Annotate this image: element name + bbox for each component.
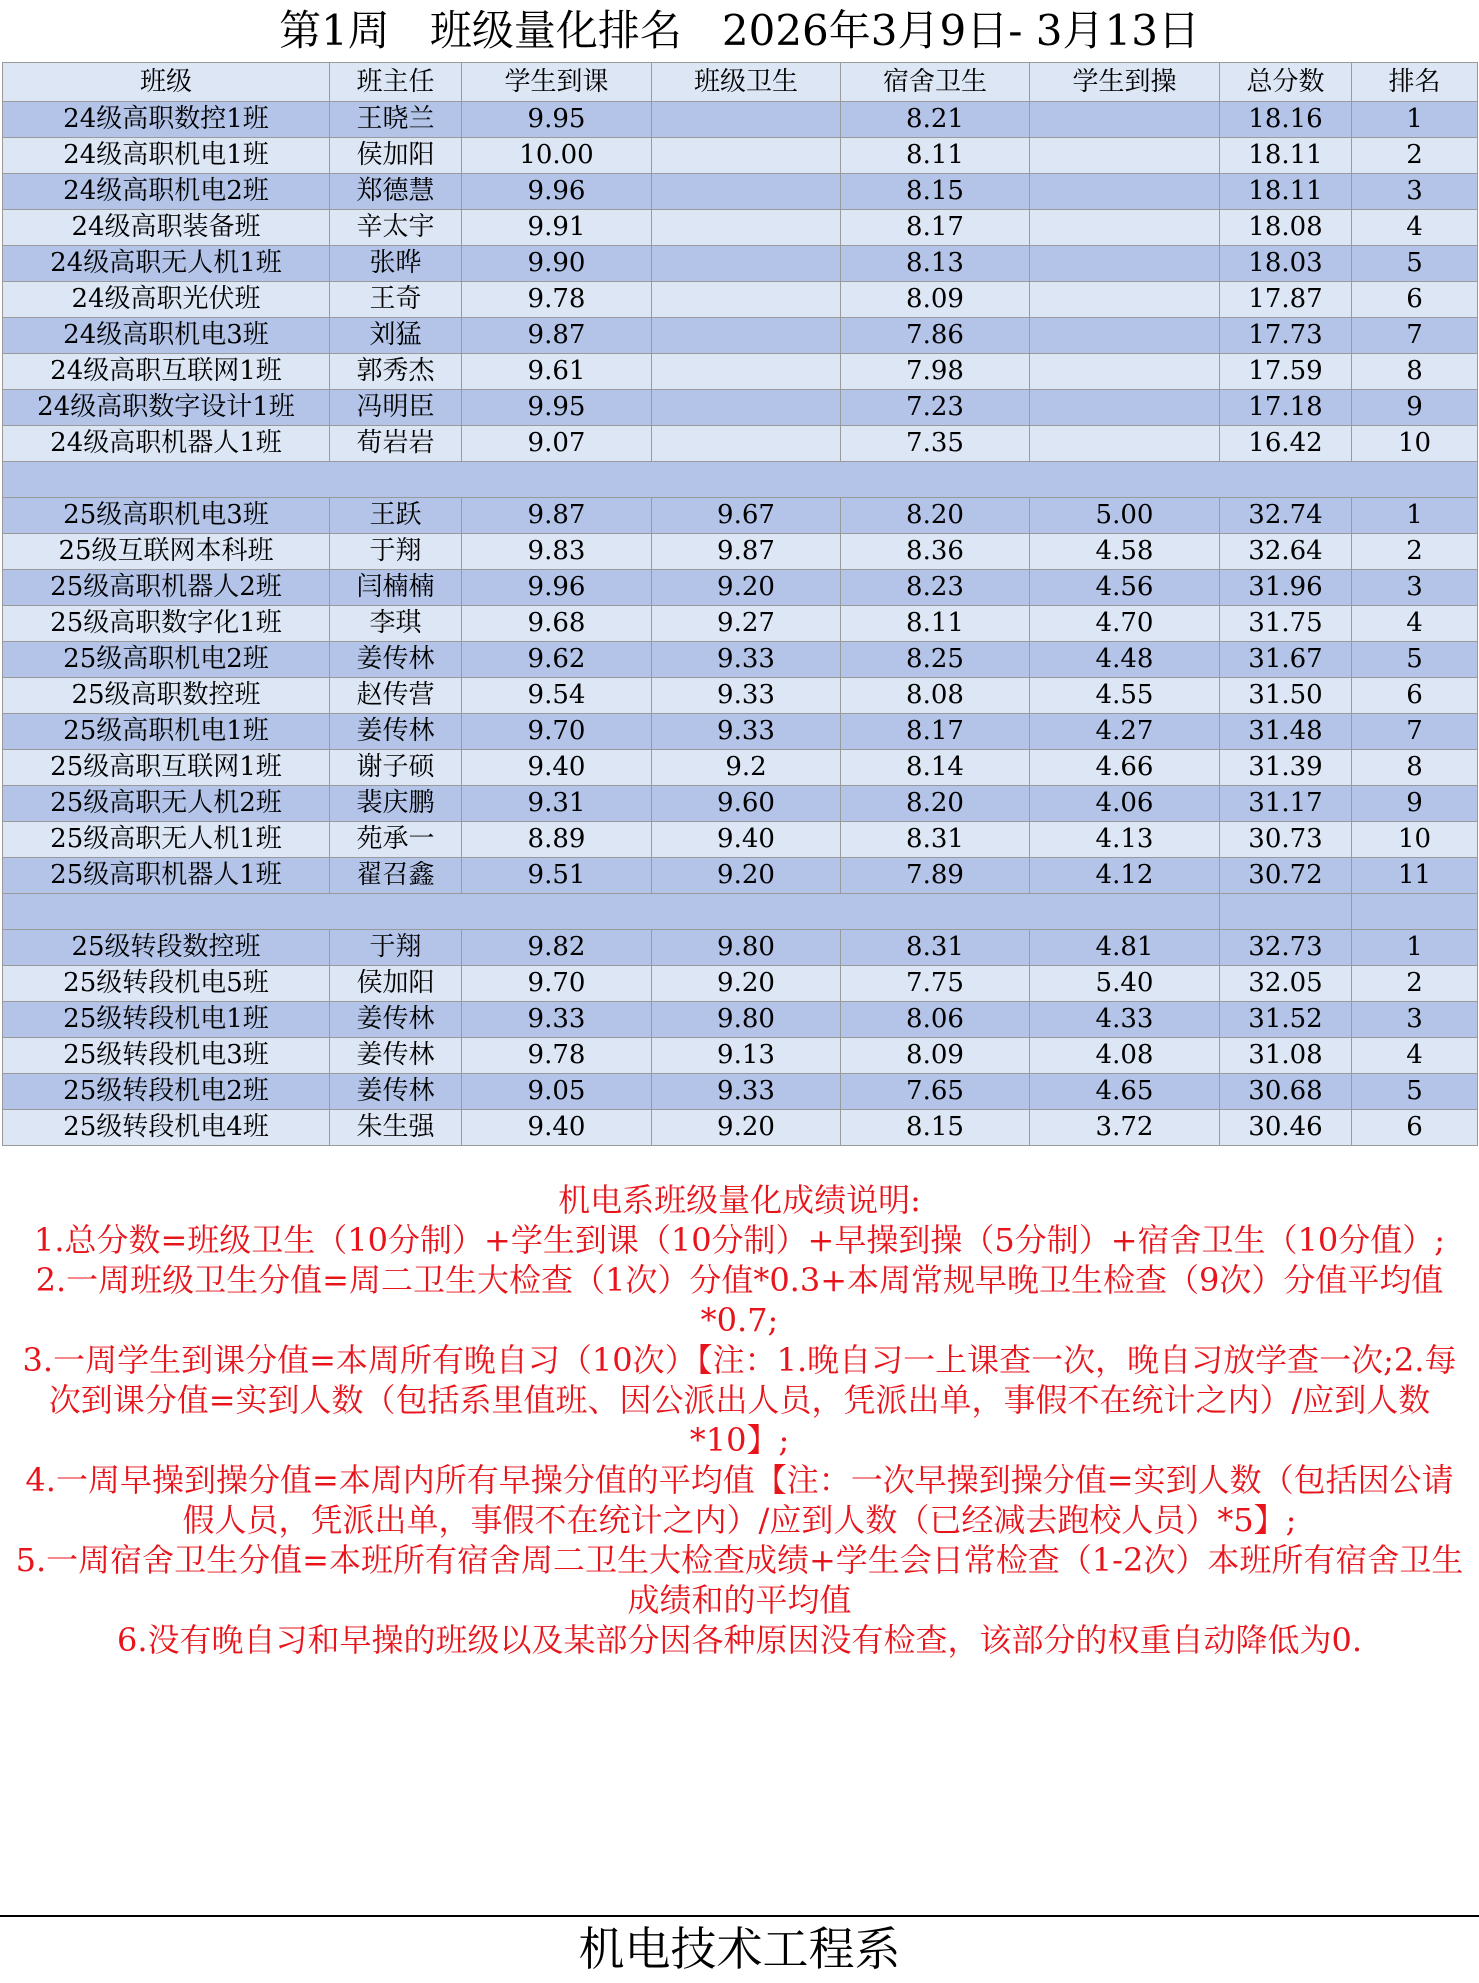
cell-teacher: 姜传林 — [330, 1074, 462, 1110]
cell-class-name: 25级高职机器人1班 — [3, 858, 330, 894]
header-total: 总分数 — [1220, 63, 1352, 102]
note-item-3: 3.一周学生到课分值=本周所有晚自习（10次）【注：1.晚自习一上课查一次，晚自习放学查一次;2.每次到课分值=实到人数（包括系里值班、因公派出人员，凭派出单，事假不在统计之内）/应到人数*10】; — [22, 1341, 1457, 1459]
table-header-row — [3, 63, 1478, 102]
header-teacher: 班主任 — [330, 63, 462, 102]
table-row — [3, 1074, 1478, 1110]
cell-total-score: 30.68 — [1220, 1074, 1352, 1110]
table-row — [3, 1110, 1478, 1146]
cell-exercise: 5.00 — [1030, 498, 1220, 534]
table-row — [3, 966, 1478, 1002]
cell-exercise: 4.13 — [1030, 822, 1220, 858]
table-row — [3, 822, 1478, 858]
cell-teacher: 侯加阳 — [330, 966, 462, 1002]
cell-rank: 10 — [1352, 426, 1478, 462]
cell-dorm-hygiene: 8.31 — [841, 822, 1030, 858]
cell-teacher: 裴庆鹏 — [330, 786, 462, 822]
cell-total-score: 30.73 — [1220, 822, 1352, 858]
cell-total-score: 30.46 — [1220, 1110, 1352, 1146]
cell-class-name: 24级高职机电1班 — [3, 138, 330, 174]
separator-cell — [3, 462, 1478, 498]
table-row — [3, 750, 1478, 786]
cell-rank: 5 — [1352, 642, 1478, 678]
cell-exercise: 5.40 — [1030, 966, 1220, 1002]
department-footer: 机电技术工程系 — [578, 1922, 901, 1976]
separator-cell — [3, 894, 1220, 930]
cell-exercise — [1030, 138, 1220, 174]
cell-teacher: 李琪 — [330, 606, 462, 642]
cell-rank: 2 — [1352, 138, 1478, 174]
cell-teacher: 荀岩岩 — [330, 426, 462, 462]
cell-attendance: 9.91 — [462, 210, 652, 246]
cell-teacher: 姜传林 — [330, 1002, 462, 1038]
cell-attendance: 9.51 — [462, 858, 652, 894]
cell-teacher: 谢子硕 — [330, 750, 462, 786]
notes-heading: 机电系班级量化成绩说明: — [558, 1181, 921, 1219]
cell-rank: 11 — [1352, 858, 1478, 894]
cell-dorm-hygiene: 8.31 — [841, 930, 1030, 966]
cell-rank: 4 — [1352, 1038, 1478, 1074]
cell-class-hygiene — [652, 102, 841, 138]
note-item-2: 2.一周班级卫生分值=周二卫生大检查（1次）分值*0.3+本周常规早晚卫生检查（9次）分值平均值*0.7; — [35, 1261, 1444, 1339]
cell-attendance: 9.68 — [462, 606, 652, 642]
cell-total-score: 17.87 — [1220, 282, 1352, 318]
cell-rank: 6 — [1352, 282, 1478, 318]
cell-exercise — [1030, 282, 1220, 318]
cell-class-hygiene: 9.60 — [652, 786, 841, 822]
table-row — [3, 174, 1478, 210]
cell-attendance: 9.87 — [462, 318, 652, 354]
cell-class-name: 25级转段机电4班 — [3, 1110, 330, 1146]
cell-dorm-hygiene: 8.15 — [841, 1110, 1030, 1146]
cell-total-score: 31.75 — [1220, 606, 1352, 642]
cell-class-hygiene: 9.33 — [652, 642, 841, 678]
cell-exercise: 4.55 — [1030, 678, 1220, 714]
cell-rank: 5 — [1352, 246, 1478, 282]
cell-teacher: 姜传林 — [330, 1038, 462, 1074]
cell-dorm-hygiene: 7.86 — [841, 318, 1030, 354]
cell-class-hygiene — [652, 246, 841, 282]
table-row — [3, 246, 1478, 282]
cell-dorm-hygiene: 8.23 — [841, 570, 1030, 606]
cell-rank: 3 — [1352, 1002, 1478, 1038]
cell-exercise — [1030, 354, 1220, 390]
table-row — [3, 354, 1478, 390]
cell-exercise: 4.08 — [1030, 1038, 1220, 1074]
cell-attendance: 9.78 — [462, 282, 652, 318]
cell-rank: 2 — [1352, 534, 1478, 570]
table-row — [3, 210, 1478, 246]
cell-attendance: 8.89 — [462, 822, 652, 858]
cell-teacher: 辛太宇 — [330, 210, 462, 246]
cell-class-hygiene: 9.27 — [652, 606, 841, 642]
cell-teacher: 于翔 — [330, 930, 462, 966]
cell-rank: 1 — [1352, 102, 1478, 138]
cell-class-hygiene — [652, 390, 841, 426]
cell-class-hygiene — [652, 426, 841, 462]
cell-attendance: 9.83 — [462, 534, 652, 570]
cell-rank: 2 — [1352, 966, 1478, 1002]
cell-class-hygiene: 9.13 — [652, 1038, 841, 1074]
cell-rank: 8 — [1352, 750, 1478, 786]
cell-class-name: 25级高职机电1班 — [3, 714, 330, 750]
cell-class-name: 25级高职机电3班 — [3, 498, 330, 534]
cell-rank: 7 — [1352, 714, 1478, 750]
cell-rank: 4 — [1352, 210, 1478, 246]
cell-attendance: 9.40 — [462, 750, 652, 786]
header-exercise: 学生到操 — [1030, 63, 1220, 102]
cell-class-hygiene: 9.2 — [652, 750, 841, 786]
cell-total-score: 31.39 — [1220, 750, 1352, 786]
cell-attendance: 9.40 — [462, 1110, 652, 1146]
cell-exercise: 4.56 — [1030, 570, 1220, 606]
cell-attendance: 9.96 — [462, 174, 652, 210]
footer-divider — [0, 1915, 1479, 1917]
cell-exercise — [1030, 426, 1220, 462]
cell-rank: 6 — [1352, 678, 1478, 714]
table-row — [3, 318, 1478, 354]
table-row — [3, 930, 1478, 966]
cell-class-name: 25级转段机电2班 — [3, 1074, 330, 1110]
cell-teacher: 郑德慧 — [330, 174, 462, 210]
cell-dorm-hygiene: 8.15 — [841, 174, 1030, 210]
cell-dorm-hygiene: 8.11 — [841, 138, 1030, 174]
cell-attendance: 9.54 — [462, 678, 652, 714]
table-row — [3, 534, 1478, 570]
table-row — [3, 498, 1478, 534]
cell-total-score: 31.08 — [1220, 1038, 1352, 1074]
cell-exercise — [1030, 246, 1220, 282]
cell-dorm-hygiene: 8.21 — [841, 102, 1030, 138]
cell-attendance: 9.07 — [462, 426, 652, 462]
cell-class-name: 25级转段机电3班 — [3, 1038, 330, 1074]
cell-class-hygiene — [652, 354, 841, 390]
cell-exercise: 4.65 — [1030, 1074, 1220, 1110]
note-item-1: 1.总分数=班级卫生（10分制）+学生到课（10分制）+早操到操（5分制）+宿舍卫生（10分值）; — [33, 1221, 1446, 1259]
cell-total-score: 32.64 — [1220, 534, 1352, 570]
cell-total-score: 31.67 — [1220, 642, 1352, 678]
cell-exercise — [1030, 318, 1220, 354]
cell-attendance: 9.70 — [462, 714, 652, 750]
cell-total-score: 31.52 — [1220, 1002, 1352, 1038]
cell-total-score: 32.74 — [1220, 498, 1352, 534]
cell-class-name: 25级转段机电5班 — [3, 966, 330, 1002]
cell-class-hygiene: 9.67 — [652, 498, 841, 534]
cell-dorm-hygiene: 7.98 — [841, 354, 1030, 390]
cell-total-score: 18.16 — [1220, 102, 1352, 138]
cell-attendance: 9.95 — [462, 390, 652, 426]
cell-class-hygiene — [652, 174, 841, 210]
header-dorm-hygiene: 宿舍卫生 — [841, 63, 1030, 102]
group-separator-row — [3, 462, 1478, 498]
cell-class-hygiene: 9.40 — [652, 822, 841, 858]
cell-total-score: 32.73 — [1220, 930, 1352, 966]
cell-class-hygiene: 9.80 — [652, 1002, 841, 1038]
cell-class-name: 24级高职无人机1班 — [3, 246, 330, 282]
separator-cell — [1352, 894, 1478, 930]
separator-cell — [1220, 894, 1352, 930]
cell-class-name: 24级高职装备班 — [3, 210, 330, 246]
cell-teacher: 翟召鑫 — [330, 858, 462, 894]
cell-exercise — [1030, 210, 1220, 246]
cell-class-hygiene: 9.33 — [652, 714, 841, 750]
cell-class-hygiene — [652, 138, 841, 174]
cell-teacher: 于翔 — [330, 534, 462, 570]
table-row — [3, 786, 1478, 822]
cell-class-name: 25级转段数控班 — [3, 930, 330, 966]
table-row — [3, 1038, 1478, 1074]
cell-teacher: 刘猛 — [330, 318, 462, 354]
cell-class-name: 24级高职机电2班 — [3, 174, 330, 210]
table-row — [3, 390, 1478, 426]
cell-rank: 8 — [1352, 354, 1478, 390]
header-class: 班级 — [3, 63, 330, 102]
cell-attendance: 10.00 — [462, 138, 652, 174]
cell-dorm-hygiene: 8.17 — [841, 714, 1030, 750]
cell-rank: 7 — [1352, 318, 1478, 354]
cell-class-hygiene: 9.20 — [652, 858, 841, 894]
cell-teacher: 王跃 — [330, 498, 462, 534]
cell-exercise — [1030, 174, 1220, 210]
cell-total-score: 31.48 — [1220, 714, 1352, 750]
cell-total-score: 18.03 — [1220, 246, 1352, 282]
table-row — [3, 570, 1478, 606]
cell-rank: 10 — [1352, 822, 1478, 858]
cell-class-hygiene: 9.20 — [652, 1110, 841, 1146]
cell-teacher: 冯明臣 — [330, 390, 462, 426]
cell-rank: 4 — [1352, 606, 1478, 642]
cell-teacher: 王晓兰 — [330, 102, 462, 138]
cell-exercise — [1030, 102, 1220, 138]
table-row — [3, 102, 1478, 138]
cell-attendance: 9.78 — [462, 1038, 652, 1074]
cell-dorm-hygiene: 8.11 — [841, 606, 1030, 642]
cell-exercise: 4.12 — [1030, 858, 1220, 894]
cell-exercise: 4.48 — [1030, 642, 1220, 678]
cell-dorm-hygiene: 8.14 — [841, 750, 1030, 786]
cell-class-hygiene: 9.33 — [652, 1074, 841, 1110]
cell-attendance: 9.33 — [462, 1002, 652, 1038]
table-row — [3, 606, 1478, 642]
cell-rank: 5 — [1352, 1074, 1478, 1110]
cell-attendance: 9.05 — [462, 1074, 652, 1110]
table-row — [3, 714, 1478, 750]
cell-dorm-hygiene: 8.08 — [841, 678, 1030, 714]
cell-attendance: 9.96 — [462, 570, 652, 606]
cell-total-score: 30.72 — [1220, 858, 1352, 894]
cell-rank: 1 — [1352, 930, 1478, 966]
cell-rank: 9 — [1352, 786, 1478, 822]
cell-dorm-hygiene: 8.13 — [841, 246, 1030, 282]
cell-dorm-hygiene: 8.06 — [841, 1002, 1030, 1038]
cell-attendance: 9.90 — [462, 246, 652, 282]
cell-teacher: 赵传营 — [330, 678, 462, 714]
cell-exercise: 4.70 — [1030, 606, 1220, 642]
cell-exercise: 4.06 — [1030, 786, 1220, 822]
cell-class-hygiene: 9.80 — [652, 930, 841, 966]
cell-total-score: 32.05 — [1220, 966, 1352, 1002]
cell-dorm-hygiene: 8.20 — [841, 786, 1030, 822]
cell-teacher: 郭秀杰 — [330, 354, 462, 390]
cell-exercise: 4.81 — [1030, 930, 1220, 966]
cell-dorm-hygiene: 8.09 — [841, 282, 1030, 318]
cell-class-name: 25级高职数控班 — [3, 678, 330, 714]
cell-attendance: 9.70 — [462, 966, 652, 1002]
cell-class-hygiene: 9.33 — [652, 678, 841, 714]
cell-class-hygiene — [652, 210, 841, 246]
cell-class-name: 25级高职互联网1班 — [3, 750, 330, 786]
cell-class-name: 25级高职无人机1班 — [3, 822, 330, 858]
table-row — [3, 642, 1478, 678]
cell-exercise: 4.33 — [1030, 1002, 1220, 1038]
table-row — [3, 678, 1478, 714]
cell-class-name: 24级高职数字设计1班 — [3, 390, 330, 426]
cell-total-score: 31.50 — [1220, 678, 1352, 714]
cell-dorm-hygiene: 7.89 — [841, 858, 1030, 894]
cell-total-score: 17.59 — [1220, 354, 1352, 390]
table-row — [3, 858, 1478, 894]
cell-exercise: 4.58 — [1030, 534, 1220, 570]
cell-attendance: 9.61 — [462, 354, 652, 390]
cell-total-score: 31.96 — [1220, 570, 1352, 606]
ranking-table — [2, 62, 1478, 1146]
cell-dorm-hygiene: 7.75 — [841, 966, 1030, 1002]
cell-class-hygiene — [652, 282, 841, 318]
cell-class-name: 24级高职机器人1班 — [3, 426, 330, 462]
cell-class-name: 24级高职光伏班 — [3, 282, 330, 318]
table-row — [3, 1002, 1478, 1038]
cell-teacher: 朱生强 — [330, 1110, 462, 1146]
cell-dorm-hygiene: 7.65 — [841, 1074, 1030, 1110]
cell-exercise: 3.72 — [1030, 1110, 1220, 1146]
cell-teacher: 王奇 — [330, 282, 462, 318]
cell-class-hygiene: 9.87 — [652, 534, 841, 570]
note-item-4: 4.一周早操到操分值=本周内所有早操分值的平均值【注：一次早操到操分值=实到人数（包括因公请假人员，凭派出单，事假不在统计之内）/应到人数（已经减去跑校人员）*5】; — [25, 1461, 1454, 1539]
table-row — [3, 282, 1478, 318]
cell-dorm-hygiene: 7.35 — [841, 426, 1030, 462]
cell-dorm-hygiene: 8.20 — [841, 498, 1030, 534]
cell-total-score: 31.17 — [1220, 786, 1352, 822]
cell-rank: 1 — [1352, 498, 1478, 534]
cell-total-score: 16.42 — [1220, 426, 1352, 462]
cell-class-name: 24级高职机电3班 — [3, 318, 330, 354]
cell-rank: 6 — [1352, 1110, 1478, 1146]
note-item-5: 5.一周宿舍卫生分值=本班所有宿舍周二卫生大检查成绩+学生会日常检查（1-2次）本班所有宿舍卫生成绩和的平均值 — [15, 1541, 1464, 1619]
cell-attendance: 9.82 — [462, 930, 652, 966]
cell-class-name: 25级高职机器人2班 — [3, 570, 330, 606]
cell-attendance: 9.95 — [462, 102, 652, 138]
cell-class-name: 25级高职数字化1班 — [3, 606, 330, 642]
cell-total-score: 17.73 — [1220, 318, 1352, 354]
cell-teacher: 姜传林 — [330, 714, 462, 750]
cell-teacher: 闫楠楠 — [330, 570, 462, 606]
cell-attendance: 9.87 — [462, 498, 652, 534]
cell-attendance: 9.62 — [462, 642, 652, 678]
cell-class-name: 25级高职机电2班 — [3, 642, 330, 678]
cell-class-hygiene: 9.20 — [652, 966, 841, 1002]
cell-class-name: 24级高职数控1班 — [3, 102, 330, 138]
cell-dorm-hygiene: 8.36 — [841, 534, 1030, 570]
header-rank: 排名 — [1352, 63, 1478, 102]
cell-dorm-hygiene: 8.25 — [841, 642, 1030, 678]
cell-rank: 3 — [1352, 570, 1478, 606]
cell-class-hygiene: 9.20 — [652, 570, 841, 606]
cell-total-score: 18.08 — [1220, 210, 1352, 246]
cell-teacher: 姜传林 — [330, 642, 462, 678]
cell-exercise: 4.66 — [1030, 750, 1220, 786]
cell-total-score: 18.11 — [1220, 174, 1352, 210]
table-row — [3, 426, 1478, 462]
note-item-6: 6.没有晚自习和早操的班级以及某部分因各种原因没有检查，该部分的权重自动降低为0. — [116, 1621, 1363, 1659]
header-attendance: 学生到课 — [462, 63, 652, 102]
cell-dorm-hygiene: 8.09 — [841, 1038, 1030, 1074]
cell-total-score: 17.18 — [1220, 390, 1352, 426]
cell-dorm-hygiene: 8.17 — [841, 210, 1030, 246]
notes-section — [12, 1180, 1467, 1660]
cell-exercise: 4.27 — [1030, 714, 1220, 750]
cell-class-name: 24级高职互联网1班 — [3, 354, 330, 390]
cell-rank: 9 — [1352, 390, 1478, 426]
page-title: 第1周 班级量化排名 2026年3月9日- 3月13日 — [279, 6, 1200, 55]
header-class-hygiene: 班级卫生 — [652, 63, 841, 102]
group-separator-row — [3, 894, 1478, 930]
cell-attendance: 9.31 — [462, 786, 652, 822]
cell-teacher: 侯加阳 — [330, 138, 462, 174]
cell-teacher: 苑承一 — [330, 822, 462, 858]
cell-class-name: 25级高职无人机2班 — [3, 786, 330, 822]
cell-class-hygiene — [652, 318, 841, 354]
table-body — [3, 102, 1478, 1146]
cell-total-score: 18.11 — [1220, 138, 1352, 174]
cell-dorm-hygiene: 7.23 — [841, 390, 1030, 426]
cell-rank: 3 — [1352, 174, 1478, 210]
cell-class-name: 25级转段机电1班 — [3, 1002, 330, 1038]
table-row — [3, 138, 1478, 174]
cell-exercise — [1030, 390, 1220, 426]
cell-teacher: 张晔 — [330, 246, 462, 282]
cell-class-name: 25级互联网本科班 — [3, 534, 330, 570]
